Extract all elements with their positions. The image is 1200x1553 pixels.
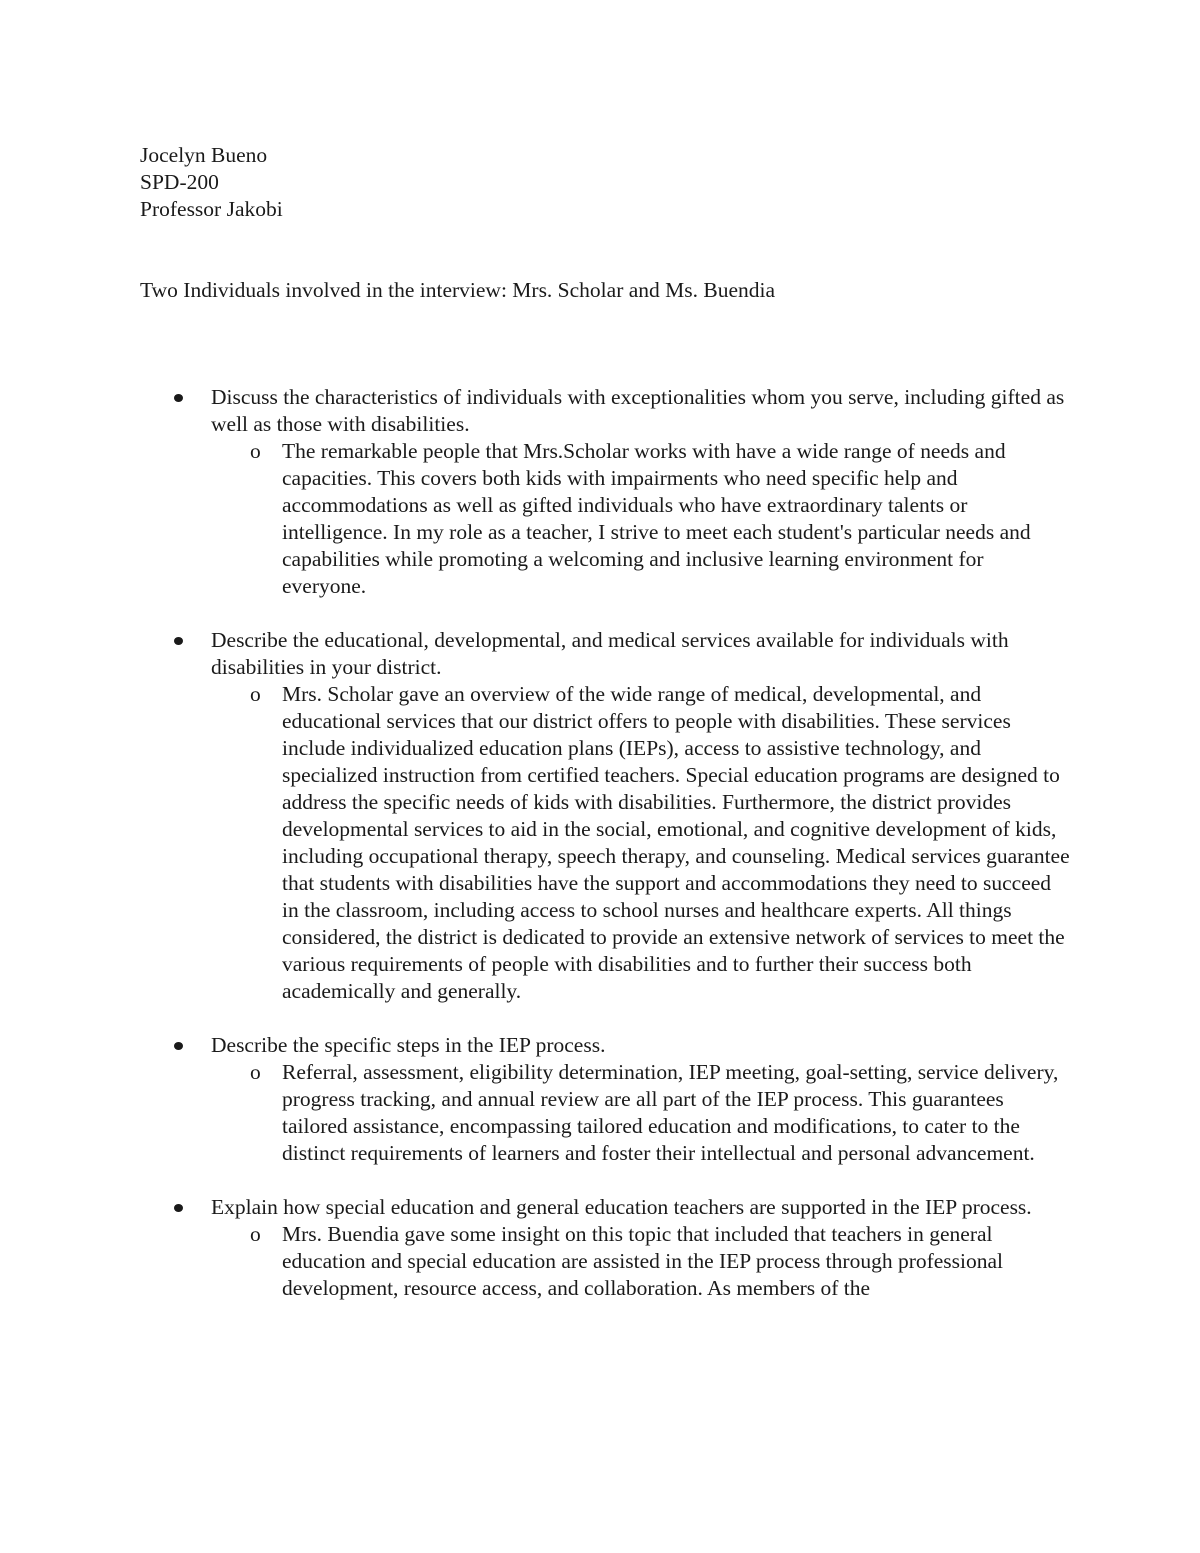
- question-text: Describe the educational, developmental, and medical services available for individuals with disabilities in your district.: [211, 628, 1009, 679]
- question-list: [140, 384, 1070, 1302]
- answer-text: Mrs. Scholar gave an overview of the wide range of medical, developmental, and educational services that our district offers to people with disabilities. These services include individualized education plans (IEPs), access to assistive technology, and specialized instruction from certified teachers. Special education programs are designed to address the specific needs of kids with disabilities. Furthermore, the district provides developmental services to aid in the social, emotional, and cognitive development of kids, including occupational therapy, speech therapy, and counseling. Medical services guarantee that students with disabilities have the support and accommodations they need to succeed in the classroom, including access to school nurses and healthcare experts. All things considered, the district is dedicated to provide an extensive network of services to meet the various requirements of people with disabilities and to further their success both academically and generally.: [282, 682, 1070, 1003]
- sub-bullet-icon: o: [250, 682, 261, 706]
- bullet-icon: [174, 394, 183, 402]
- document-body: [140, 142, 1070, 1302]
- question-text: Explain how special education and general education teachers are supported in the IEP process.: [211, 1195, 1032, 1219]
- professor-name: Professor Jakobi: [140, 197, 283, 221]
- answer-text: Referral, assessment, eligibility determination, IEP meeting, goal-setting, service delivery, progress tracking, and annual review are all part of the IEP process. This guarantees tailored assistance, encompassing tailored education and modifications, to cater to the distinct requirements of learners and foster their intellectual and personal advancement.: [282, 1060, 1059, 1165]
- answer-text: Mrs. Buendia gave some insight on this topic that included that teachers in general education and special education are assisted in the IEP process through professional development, resource access, and collaboration. As members of the: [282, 1222, 1004, 1300]
- answer-item: [140, 1059, 1072, 1167]
- bullet-icon: [174, 1042, 183, 1050]
- sub-bullet-icon: o: [250, 1060, 261, 1084]
- answer-item: [140, 681, 1072, 1005]
- question-text: Describe the specific steps in the IEP process.: [211, 1033, 606, 1057]
- answer-item: [140, 1221, 1072, 1302]
- answer-text: The remarkable people that Mrs.Scholar works with have a wide range of needs and capacities. This covers both kids with impairments who need specific help and accommodations as well as gifted individuals who have extraordinary talents or intelligence. In my role as a teacher, I strive to meet each student's particular needs and capabilities while promoting a welcoming and inclusive learning environment for everyone.: [282, 439, 1031, 598]
- bullet-icon: [174, 637, 183, 645]
- question-item: [140, 384, 1070, 600]
- sub-bullet-icon: o: [250, 439, 261, 463]
- question-item: [140, 1032, 1070, 1167]
- question-text: Discuss the characteristics of individuals with exceptionalities whom you serve, including gifted as well as those with disabilities.: [211, 385, 1065, 436]
- question-item: [140, 1194, 1070, 1302]
- question-item: [140, 627, 1070, 1005]
- course-code: SPD-200: [140, 170, 219, 194]
- answer-item: [140, 438, 1062, 600]
- interview-intro: Two Individuals involved in the interview: Mrs. Scholar and Ms. Buendia: [140, 278, 776, 302]
- student-name: Jocelyn Bueno: [140, 143, 268, 167]
- sub-bullet-icon: o: [250, 1222, 261, 1246]
- bullet-icon: [174, 1204, 183, 1212]
- document-header: [140, 142, 1070, 223]
